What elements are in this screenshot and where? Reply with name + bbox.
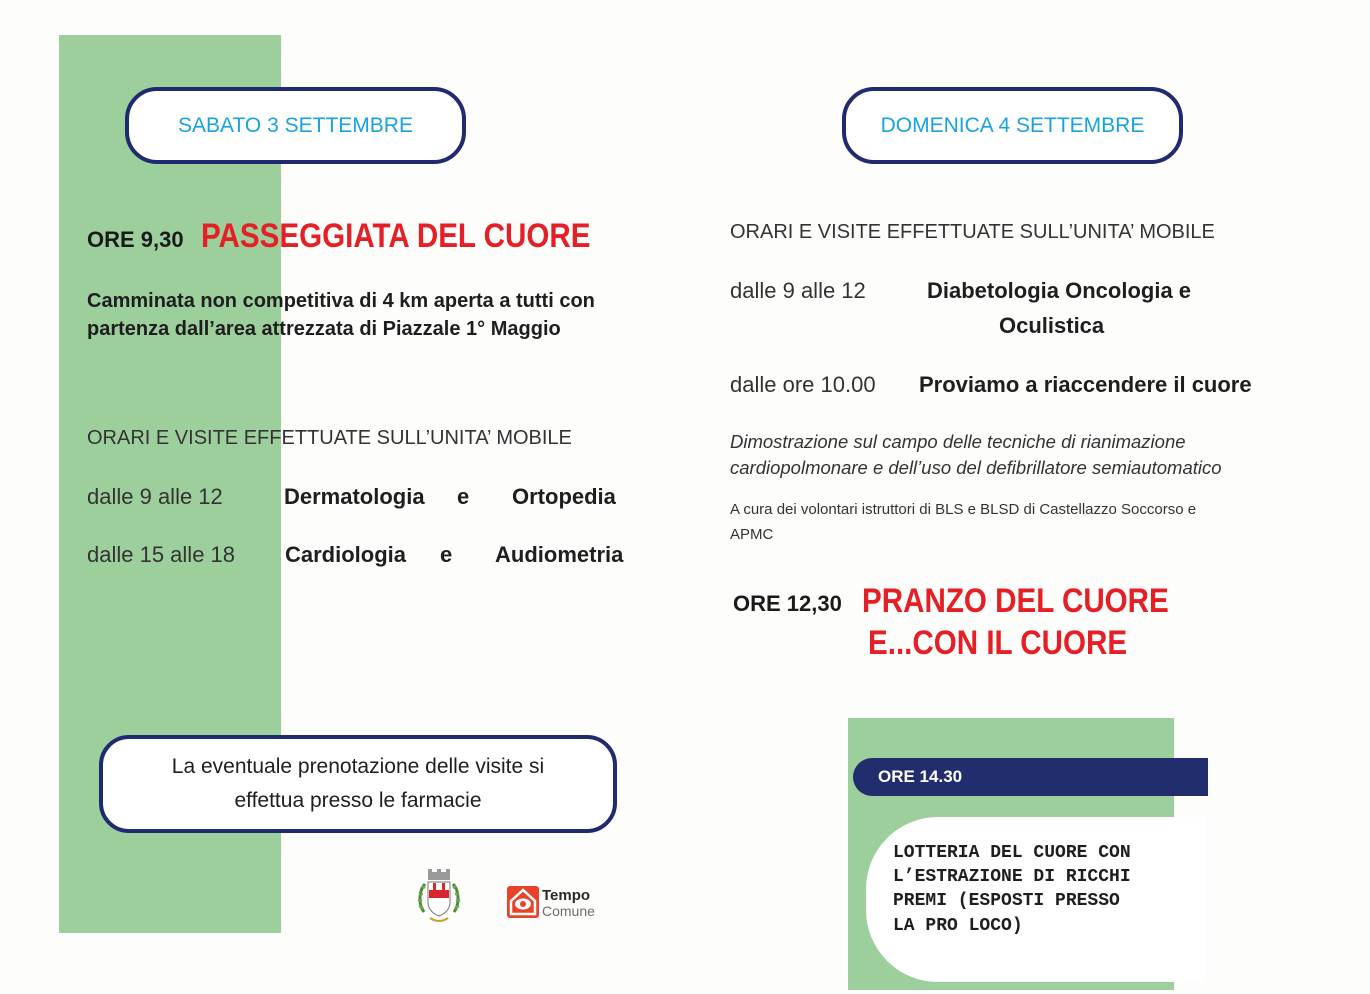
lunch-time: ORE 12,30 bbox=[733, 591, 842, 616]
lunch-title-wrap bbox=[862, 584, 1215, 618]
booking-note-line-2: effettua presso le farmacie bbox=[234, 789, 482, 812]
walk-title-wrap bbox=[201, 219, 649, 253]
sunday-visit-specialties-line-1: Diabetologia Oncologia e bbox=[927, 278, 1192, 303]
saturday-visit-specialty: Audiometria bbox=[495, 542, 624, 567]
saturday-visits-heading: ORARI E VISITE EFFETTUATE SULL’UNITA’ MOBILE bbox=[87, 427, 572, 449]
lottery-time: ORE 14.30 bbox=[878, 767, 963, 786]
saturday-visit-hours: dalle 9 alle 12 bbox=[87, 484, 223, 509]
demo-hours: dalle ore 10.00 bbox=[730, 372, 876, 397]
walk-description-line-1: Camminata non competitiva di 4 km aperta a tutti con bbox=[87, 290, 595, 312]
saturday-visit-specialty: Cardiologia bbox=[285, 542, 407, 567]
demo-description-line-2: cardiopolmonare e dell’uso del defibrillatore semiautomatico bbox=[730, 457, 1222, 478]
sunday-date-label: DOMENICA 4 SETTEMBRE bbox=[880, 114, 1145, 137]
sunday-date-badge bbox=[842, 87, 1183, 164]
saturday-date-label: SABATO 3 SETTEMBRE bbox=[178, 114, 413, 137]
lottery-time-bar bbox=[853, 758, 1208, 796]
lunch-title-line-2: E...CON IL CUORE bbox=[868, 624, 1128, 662]
lottery-text-line-1: LOTTERIA DEL CUORE CON bbox=[893, 843, 1131, 863]
tempo-comune-logo-line-2: Comune bbox=[542, 903, 595, 919]
booking-note-line-1: La eventuale prenotazione delle visite si bbox=[171, 755, 545, 778]
saturday-visit-specialty: Ortopedia bbox=[512, 484, 616, 509]
lottery-text-line-4: LA PRO LOCO) bbox=[893, 916, 1023, 936]
walk-time: ORE 9,30 bbox=[87, 227, 184, 252]
walk-description-line-2: partenza dall’area attrezzata di Piazzale 1° Maggio bbox=[87, 318, 561, 340]
saturday-date-badge bbox=[125, 87, 466, 164]
walk-title: PASSEGGIATA DEL CUORE bbox=[201, 217, 591, 255]
demo-title: Proviamo a riaccendere il cuore bbox=[919, 372, 1252, 397]
saturday-visit-hours: dalle 15 alle 18 bbox=[87, 542, 236, 567]
demo-description-line-1: Dimostrazione sul campo delle tecniche di rianimazione bbox=[730, 431, 1186, 452]
sunday-visit-hours: dalle 9 alle 12 bbox=[730, 278, 866, 303]
saturday-visit-specialty: Dermatologia bbox=[284, 484, 425, 509]
lunch-title-wrap bbox=[868, 626, 1166, 660]
lunch-title-line-1: PRANZO DEL CUORE bbox=[862, 582, 1169, 620]
lottery-text-line-3: PREMI (ESPOSTI PRESSO bbox=[893, 891, 1120, 911]
tempo-comune-logo-line-1: Tempo bbox=[542, 887, 591, 904]
saturday-visit-conjunction: e bbox=[440, 542, 453, 567]
saturday-visit-conjunction: e bbox=[457, 484, 470, 509]
booking-note-box bbox=[99, 735, 617, 833]
demo-credits-line-2: APMC bbox=[730, 526, 774, 543]
demo-credits-line-1: A cura dei volontari istruttori di BLS e BLSD di Castellazzo Soccorso e bbox=[730, 501, 1197, 518]
coat-of-arms-icon bbox=[416, 868, 462, 924]
lottery-text-line-2: L’ESTRAZIONE DI RICCHI bbox=[893, 867, 1131, 887]
house-eye-icon bbox=[506, 885, 540, 919]
sunday-visits-heading: ORARI E VISITE EFFETTUATE SULL’UNITA’ MOBILE bbox=[730, 221, 1215, 243]
sunday-visit-specialties-line-2: Oculistica bbox=[999, 313, 1105, 338]
